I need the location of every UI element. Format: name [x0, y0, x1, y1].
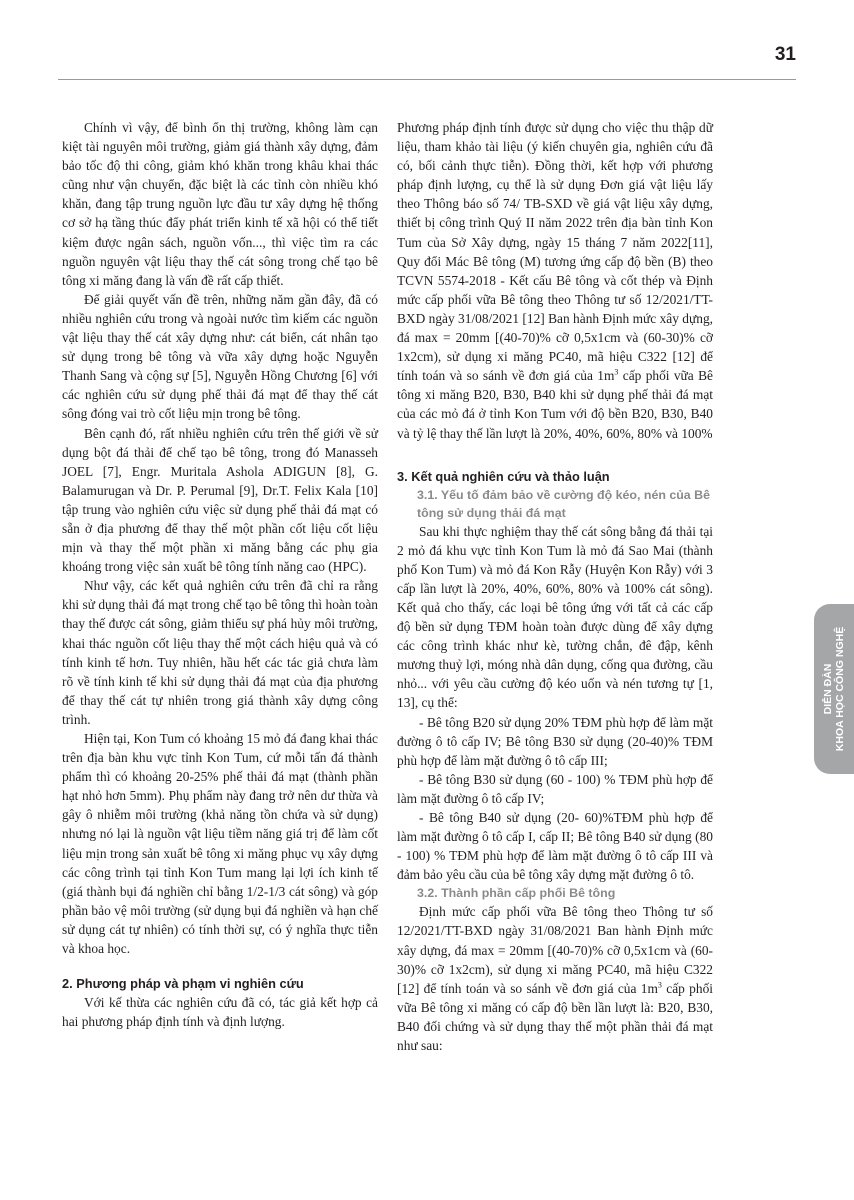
side-tab-line1: DIỄN ĐÀN — [822, 663, 834, 715]
side-tab-label — [822, 627, 846, 751]
section-heading-2: 2. Phương pháp và phạm vi nghiên cứu — [62, 976, 304, 992]
subsection-heading-3-1: 3.1. Yếu tố đảm bảo về cường độ kéo, nén của Bê tông sử dụng thải đá mạt — [417, 487, 710, 520]
side-tab — [814, 604, 854, 774]
bullet-item: - Bê tông B20 sử dụng 20% TĐM phù hợp để làm mặt đường ô tô cấp IV; Bê tông B30 sử dụng (20-40)% TĐM phù hợp để làm mặt đường ô tô cấp III; — [397, 714, 713, 768]
paragraph: Bên cạnh đó, rất nhiều nghiên cứu trên thế giới về sử dụng bột đá thải để chế tạo bê tông, trong đó Manasseh JOEL [7], Engr. Muritala Ashola ADIGUN [8], G. Balamurugan và Dr. P. Perumal [9], Dr.T. Felix Kala [10] tập trung vào nghiên cứu việc sử dụng phế thải đá mạt có sẵn ở địa phương để thay thế một phần cốt liệu cốt liệu mịn và thay thế một phần xi măng bằng các phụ gia khoáng trong việc sản xuất bê tông tính năng cao (HPC). — [62, 425, 378, 575]
paragraph: Hiện tại, Kon Tum có khoảng 15 mỏ đá đang khai thác trên địa bàn khu vực tỉnh Kon Tum, cứ mỗi tấn đá thành phẩm thì có khoảng 20-25% phế thải đá mạt (thành phần hạt nhỏ hơn 5mm). Phụ phẩm này đang trở nên dư thừa và gây ô nhiễm môi trường (khả năng tồn chứa và sử dụng) nhưng nó lại là nguồn vật liệu tiềm năng giá trị để làm cốt liệu mịn trong sản xuất bê tông xi măng phục vụ xây dựng các công trình tại tỉnh Kon Tum mang lại lợi ích kinh tế (giá thành bụi đá nghiền chỉ bằng 1/2-1/3 cát sông) và góp phần bảo vệ môi trường (sử dụng bụi đá nghiền và hạn chế sử dụng cát tự nhiên) có tính thời sự, có ý nghĩa thực tiễn và khoa học. — [62, 731, 378, 957]
paragraph — [397, 118, 713, 443]
paragraph: Chính vì vậy, để bình ổn thị trường, không làm cạn kiệt tài nguyên môi trường, giảm giá thành xây dựng, đảm bảo tốc độ thi công, giảm khó khăn trong khâu khai thác cũng như vận chuyển, đặc biệt là các tỉnh còn nhiều khó khăn, đang tập trung nguồn lực đầu tư xây dựng hệ thống cơ sở hạ tầng thúc đẩy phát triển kinh tế xã hội có thể tiết kiệm được ngân sách, nguồn vốn..., thì việc tìm ra các nguồn nguyên vật liệu thay thế cát sông trong chế tạo bê tông xi măng đang là vấn đề rất cấp thiết. — [62, 120, 378, 288]
paragraph-text: Định mức cấp phối vữa Bê tông theo Thông tư số 12/2021/TT-BXD ngày 31/08/2021 Ban hành Định mức xây dựng, đá max = 20mm [(40-70)% cỡ 0,5x1cm và (60-30)% cỡ 1x2cm), sử dụng xi măng PC40, mã hiệu C322 [12] để tính toán và so sánh về đơn giá của 1m — [397, 904, 713, 996]
subsection-heading-3-2: 3.2. Thành phần cấp phối Bê tông — [417, 886, 616, 901]
paragraph: Để giải quyết vấn đề trên, những năm gần đây, đã có nhiều nghiên cứu trong và ngoài nước tìm kiếm các nguồn vật liệu thay thế cát xây dựng như: cát biển, cát nhân tạo sử dụng trong bê tông và vữa xây dựng hoặc Nguyễn Thanh Sang và cộng sự [5], Nguyễn Hồng Chương [6] với các nghiên cứu sử dụng phế thải đá mạt để thay thế cát sông đóng vai trò cốt liệu mịn trong bê tông. — [62, 291, 378, 422]
paragraph: Như vậy, các kết quả nghiên cứu trên đã chỉ ra rằng khi sử dụng thải đá mạt trong chế tạo bê tông thì hoàn toàn thay thế được cát sông, giảm thiểu sự phá hủy môi trường, khai thác nguồn cốt liệu thay thế một cách hiệu quả và có tính kinh tế hơn. Tuy nhiên, hầu hết các tác giả chưa làm rõ về tính kinh tế khi sử dụng thải đá mạt của địa phương để thay thế cát tự nhiên trong giá thành xây dựng công trình. — [62, 578, 378, 727]
paragraph-text: cấp phối vữa Bê tông xi măng có cấp độ bền lần lượt là: B20, B30, B40 đối chứng và sử dụng thay thế một phần thải đá mạt như sau: — [397, 980, 713, 1054]
header-rule — [58, 79, 796, 80]
paragraph-text: Phương pháp định tính được sử dụng cho việc thu thập dữ liệu, tham khảo tài liệu (ý kiến chuyên gia, nghiên cứu đã có, bối cảnh thực tiễn). Đồng thời, kết hợp với phương pháp định lượng, cụ thể là sử dụng Đơn giá vật liệu lấy theo Thông báo số 74/ TB-SXD về giá vật liệu xây dựng, thiết bị công trình Quý II năm 2022 trên địa bàn tỉnh Kon Tum của Sở Xây dựng, ngày 15 tháng 7 năm 2022[11], Quy đổi Mác Bê tông (M) tương ứng cấp độ bền (B) theo TCVN 5574-2018 - Kết cấu Bê tông và cốt thép và Định mức cấp phối vữa Bê tông theo Thông tư số 12/2021/TT-BXD ngày 31/08/2021 [12] Ban hành Định mức xây dựng, đá max = 20mm [(40-70)% cỡ 0,5x1cm và (60-30)% cỡ 1x2cm), sử dụng xi măng PC40, mã hiệu C322 [12] để tính toán và so sánh về đơn giá của 1m — [397, 120, 713, 384]
superscript: 3 — [614, 367, 619, 377]
right-column — [397, 118, 713, 1055]
superscript: 3 — [657, 980, 662, 990]
paragraph-text: cấp phối vữa Bê tông xi măng B20, B30, B40 khi sử dụng phế thải đá mạt của các mỏ đá ở tỉnh Kon Tum với độ bền B20, B30, B40 và tỷ lệ thay thế lần lượt là 20%, 40%, 60%, 80% và 100% — [397, 368, 713, 441]
side-tab-line2: KHOA HỌC CÔNG NGHỆ — [834, 626, 846, 752]
paragraph: Với kế thừa các nghiên cứu đã có, tác giả kết hợp cả hai phương pháp định tính và định lượng. — [62, 995, 378, 1030]
page-number: 31 — [774, 44, 796, 65]
bullet-item: - Bê tông B30 sử dụng (60 - 100) % TĐM phù hợp để làm mặt đường ô tô cấp IV; — [397, 771, 713, 806]
paragraph — [397, 902, 713, 1055]
section-heading-3: 3. Kết quả nghiên cứu và thảo luận — [397, 468, 610, 484]
bullet-item: - Bê tông B40 sử dụng (20- 60)%TĐM phù hợp để làm mặt đường ô tô cấp I, cấp II; Bê tông B40 sử dụng (80 - 100) % TĐM phù hợp để làm mặt đường ô tô cấp III và đảm bảo yêu cầu của bê tông xây dựng mặt đường ô tô. — [397, 810, 713, 883]
paragraph: Sau khi thực nghiệm thay thế cát sông bằng đá thải tại 2 mỏ đá khu vực tỉnh Kon Tum là mỏ đá Sao Mai (thành phố Kon Tum) và mỏ đá Kon Rẫy (Huyện Kon Rẫy) với 3 cấp lần lượt là 20%, 40%, 60%, 80% và 100% cát sông). Kết quả cho thấy, các loại bê tông ứng với tất cả các cấp độ bền sử dụng TĐM hoàn toàn được dùng để xây dựng các công trình khác như kè, tường chắn, đê đập, kênh mương thuỷ lợi, móng nhà dân dụng, cống qua đường, cầu nhỏ... với yêu cầu cường độ kéo uốn và nén tương tự [1, 13], cụ thể: — [397, 523, 713, 711]
left-column — [62, 118, 378, 1031]
